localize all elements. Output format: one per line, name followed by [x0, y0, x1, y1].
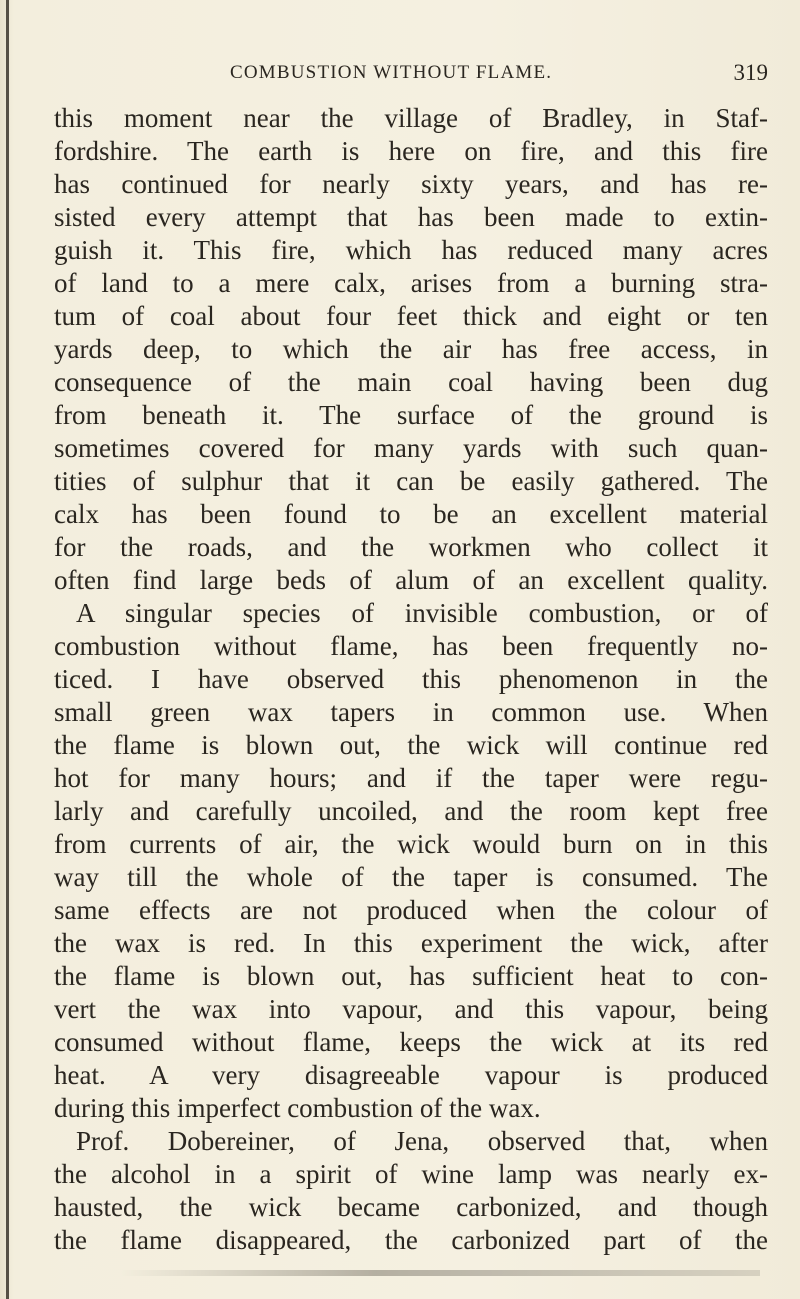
text-line: for the roads, and the workmen who collect it — [54, 532, 768, 562]
text-line: consequence of the main coal having been dug — [54, 367, 768, 397]
text-line: consumed without flame, keeps the wick at its red — [54, 1027, 768, 1057]
text-line: calx has been found to be an excellent material — [54, 499, 768, 529]
paragraph-start-line: Prof. Dobereiner, of Jena, observed that, when — [76, 1126, 768, 1156]
paragraph-start-line: A singular species of invisible combustion, or of — [76, 598, 768, 628]
text-line: same effects are not produced when the colour of — [54, 895, 768, 925]
text-line: of land to a mere calx, arises from a burning stra- — [54, 268, 768, 298]
text-line: from beneath it. The surface of the ground is — [54, 400, 768, 430]
text-line: ticed. I have observed this phenomenon in the — [54, 664, 768, 694]
text-line: vert the wax into vapour, and this vapour, being — [54, 994, 768, 1024]
body-text — [54, 102, 768, 1257]
text-line: this moment near the village of Bradley, in Staf- — [54, 103, 768, 133]
text-line: the flame disappeared, the carbonized part of the — [54, 1225, 768, 1255]
text-line: the flame is blown out, has sufficient heat to con- — [54, 961, 768, 991]
text-line: the alcohol in a spirit of wine lamp was nearly ex- — [54, 1159, 768, 1189]
text-line: yards deep, to which the air has free access, in — [54, 334, 768, 364]
text-line: heat. A very disagreeable vapour is produced — [54, 1060, 768, 1090]
page-edge-shadow — [120, 1270, 760, 1276]
running-header — [60, 60, 768, 90]
text-line: from currents of air, the wick would burn on in this — [54, 829, 768, 859]
text-line: the wax is red. In this experiment the wick, after — [54, 928, 768, 958]
text-line: larly and carefully uncoiled, and the room kept free — [54, 796, 768, 826]
text-line: hot for many hours; and if the taper were regu- — [54, 763, 768, 793]
binding-edge — [6, 0, 9, 1299]
text-line: fordshire. The earth is here on fire, and this fire — [54, 136, 768, 166]
text-line: often find large beds of alum of an excellent quality. — [54, 565, 768, 595]
text-line: tities of sulphur that it can be easily gathered. The — [54, 466, 768, 496]
text-line: has continued for nearly sixty years, and has re- — [54, 169, 768, 199]
text-line: small green wax tapers in common use. When — [54, 697, 768, 727]
text-line: guish it. This fire, which has reduced many acres — [54, 235, 768, 265]
page-number: 319 — [733, 60, 768, 85]
text-line: sometimes covered for many yards with such quan- — [54, 433, 768, 463]
paragraph-end-line: during this imperfect combustion of the wax. — [54, 1093, 541, 1123]
running-title: COMBUSTION WITHOUT FLAME. — [230, 62, 553, 83]
text-line: tum of coal about four feet thick and eight or ten — [54, 301, 768, 331]
text-line: hausted, the wick became carbonized, and though — [54, 1192, 768, 1222]
text-line: sisted every attempt that has been made to extin- — [54, 202, 768, 232]
text-line: way till the whole of the taper is consumed. The — [54, 862, 768, 892]
text-line: combustion without flame, has been frequently no- — [54, 631, 768, 661]
text-line: the flame is blown out, the wick will continue red — [54, 730, 768, 760]
